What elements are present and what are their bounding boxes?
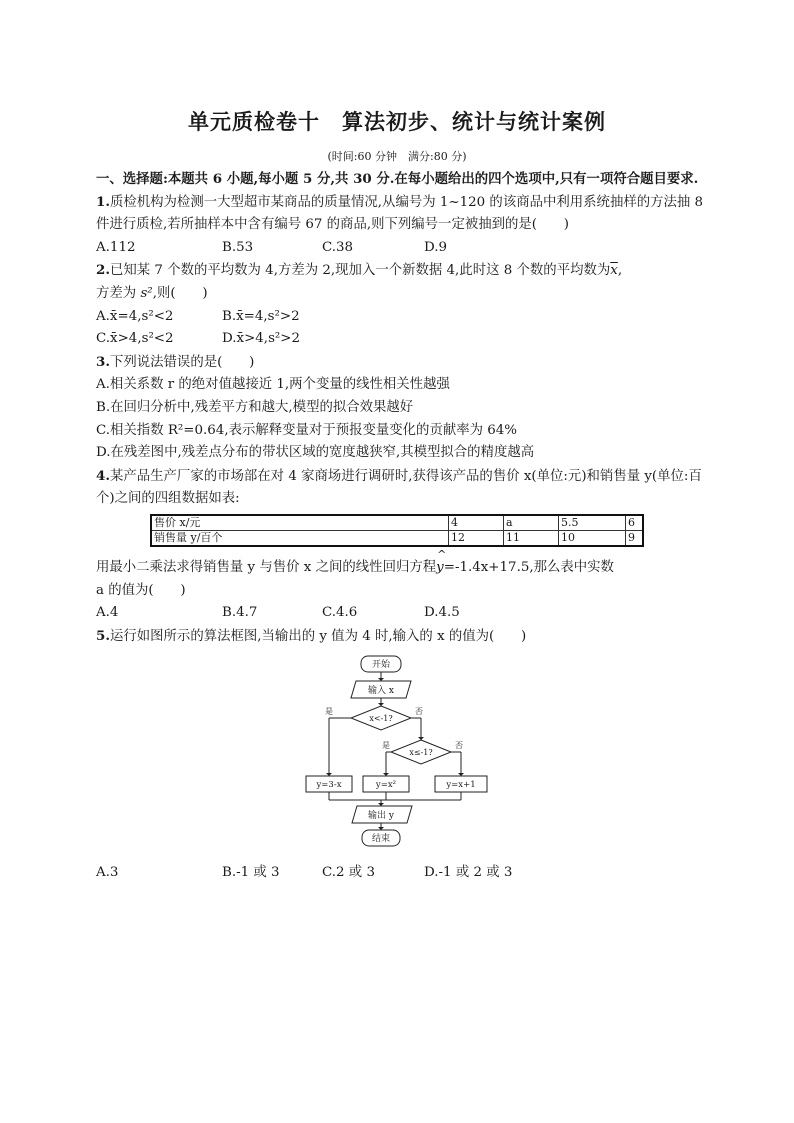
regression-equation-line: 用最小二乘法求得销售量 y 与售价 x 之间的线性回归方程^ y=-1.4x+17.5,那么表中实数 (96, 557, 706, 580)
process-3-label: y=x+1 (446, 780, 476, 791)
table-cell: 10 (559, 530, 626, 546)
question-text: 运行如图所示的算法框图,当输出的 y 值为 4 时,输入的 x 的值为( ) (109, 628, 527, 644)
option-b[interactable]: B.x̄=4,s²>2 (222, 308, 300, 324)
option-a[interactable]: A.112 (96, 239, 136, 255)
question-2-options-row1 (96, 306, 706, 329)
option-a[interactable]: A.x̄=4,s²<2 (96, 308, 174, 324)
question-4 (96, 465, 706, 511)
question-number: 1. (96, 193, 110, 210)
question-2: 2.已知某 7 个数的平均数为 4,方差为 2,现加入一个新数据 4,此时这 8 个数的平均数为$\overline{x}$, 方差为 s²,则( ) (96, 262, 623, 301)
no-label-1: 否 (415, 707, 423, 717)
option-c[interactable]: C.38 (322, 239, 354, 255)
section-heading: 一、选择题:本题共 6 小题,每小题 5 分,共 30 分.在每小题给出的四个选项中,只有一项符合题目要求. (96, 171, 699, 187)
option-d[interactable]: D.-1 或 2 或 3 (424, 865, 513, 881)
exam-content (96, 168, 706, 885)
option-a[interactable]: A.3 (96, 865, 119, 881)
table-cell: 9 (626, 530, 644, 546)
question-number: 4. (96, 467, 110, 484)
option-d[interactable]: D.4.5 (424, 605, 460, 621)
s-squared-symbol: s² (140, 285, 153, 301)
option-c[interactable]: C.x̄>4,s²<2 (96, 331, 174, 347)
option-c[interactable]: C.相关指数 R²=0.64,表示解释变量对于预报变量变化的贡献率为 64% (96, 422, 518, 438)
y-hat-symbol: ^ y (436, 557, 444, 580)
decision-2-label: x≤-1? (409, 748, 433, 758)
page-title: 单元质检卷十 算法初步、统计与统计案例 (188, 110, 606, 134)
question-number: 5. (96, 627, 110, 644)
question-2-options-row2 (96, 328, 706, 351)
data-table (150, 514, 644, 547)
option-a[interactable]: A.相关系数 r 的绝对值越接近 1,两个变量的线性相关性越强 (96, 377, 450, 393)
question-number: 2. (96, 262, 110, 279)
option-b[interactable]: B.在回归分析中,残差平方和越大,模型的拟合效果越好 (96, 399, 414, 415)
table-cell: 销售量 y/百个 (151, 530, 449, 546)
question-4-options (96, 602, 706, 625)
table-cell: a (504, 515, 559, 531)
input-label: 输入 x (368, 686, 394, 697)
table-row (151, 515, 643, 531)
yes-label-2: 是 (382, 741, 390, 751)
algorithm-flowchart (301, 654, 501, 860)
table-cell: 11 (504, 530, 559, 546)
output-label: 输出 y (368, 811, 394, 822)
process-2-label: y=x² (375, 780, 397, 791)
table-cell: 4 (449, 515, 504, 531)
option-c[interactable]: C.4.6 (322, 605, 358, 621)
table-row (151, 530, 643, 546)
question-1 (96, 191, 706, 237)
process-1-label: y=3-x (316, 780, 342, 791)
page-subtitle: (时间:60 分钟 满分:80 分) (327, 150, 467, 163)
option-b[interactable]: B.4.7 (222, 605, 258, 621)
question-1-options (96, 237, 706, 260)
option-d[interactable]: D.在残差图中,残差点分布的带状区域的宽度越狭窄,其模型拟合的精度越高 (96, 445, 535, 461)
option-b[interactable]: B.53 (222, 239, 254, 255)
table-cell: 6 (626, 515, 644, 531)
table-cell: 12 (449, 530, 504, 546)
question-3 (96, 351, 706, 375)
start-label: 开始 (371, 660, 391, 671)
option-a[interactable]: A.4 (96, 605, 119, 621)
question-text: 已知某 7 个数的平均数为 4,方差为 2,现加入一个新数据 4,此时这 8 个数的平均数为 (109, 263, 611, 279)
option-c[interactable]: C.2 或 3 (322, 865, 375, 881)
table-cell: 5.5 (559, 515, 626, 531)
regression-question-tail: a 的值为( ) (96, 582, 186, 598)
question-5 (96, 625, 706, 649)
decision-1-label: x<-1? (369, 714, 393, 724)
end-label: 结束 (371, 834, 391, 845)
table-cell: 售价 x/元 (151, 515, 449, 531)
question-text: 下列说法错误的是( ) (109, 354, 255, 370)
question-5-options (96, 862, 706, 885)
x-bar-symbol: $\overline{x}$ (610, 263, 618, 279)
option-d[interactable]: D.x̄>4,s²>2 (222, 331, 301, 347)
no-label-2: 否 (455, 741, 463, 751)
question-text: 质检机构为检测一大型超市某商品的质量情况,从编号为 1~120 的该商品中利用系统抽样的方法抽 8 件进行质检,若所抽样本中含有编号 67 的商品,则下列编号一定被抽到的是( ) (96, 194, 704, 233)
question-text: 某产品生产厂家的市场部在对 4 家商场进行调研时,获得该产品的售价 x(单位:元)和销售量 y(单位:百个)之间的四组数据如表: (96, 468, 702, 507)
option-d[interactable]: D.9 (424, 239, 448, 255)
yes-label-1: 是 (325, 707, 333, 717)
option-b[interactable]: B.-1 或 3 (222, 865, 280, 881)
question-number: 3. (96, 353, 110, 370)
